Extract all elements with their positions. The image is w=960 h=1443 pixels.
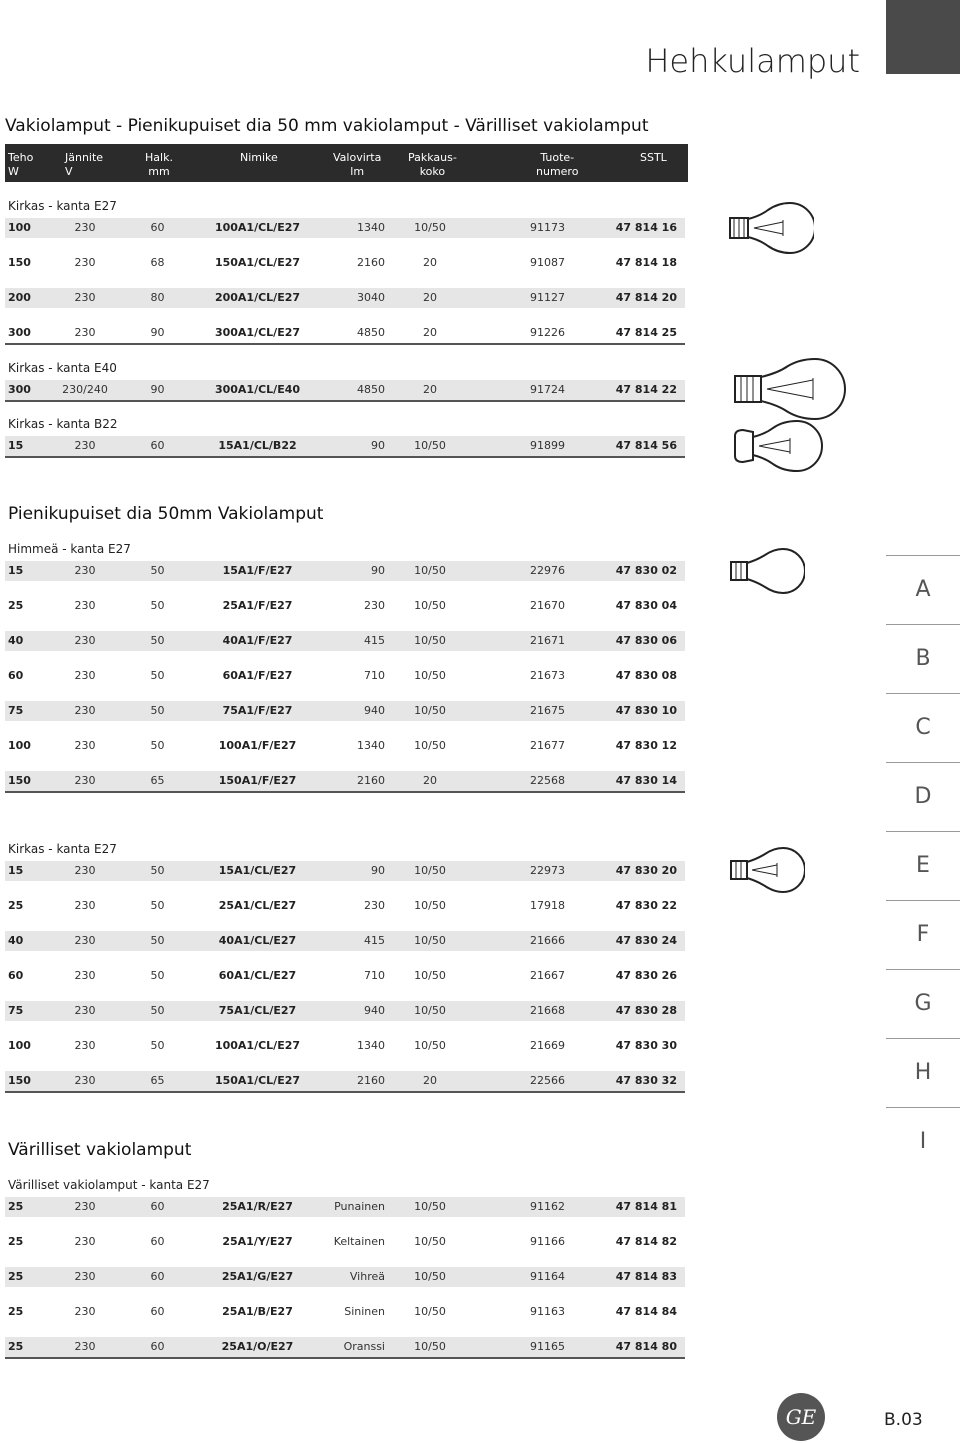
- table-cell: 90: [371, 564, 385, 577]
- table-row: [5, 1001, 685, 1021]
- table-row: [5, 436, 685, 458]
- table-cell: 40: [8, 934, 24, 947]
- table-cell: 25: [8, 1200, 24, 1213]
- table-cell: 40A1/F/E27: [222, 634, 293, 647]
- table-cell: 10/50: [414, 1270, 446, 1283]
- table-cell: 1340: [357, 221, 385, 234]
- table-cell: 60: [150, 1340, 165, 1353]
- table-cell: 91164: [530, 1270, 565, 1283]
- table-cell: 25A1/F/E27: [222, 599, 293, 612]
- table-cell: 47 830 04: [615, 599, 677, 612]
- table-cell: 230: [364, 599, 385, 612]
- table-row: [5, 253, 685, 273]
- table-cell: 25A1/R/E27: [222, 1200, 293, 1213]
- group-label: Kirkas - kanta E40: [8, 361, 117, 375]
- index-tab-letter[interactable]: C: [886, 693, 960, 762]
- table-cell: 40: [8, 634, 24, 647]
- group-label: Värilliset vakiolamput - kanta E27: [8, 1178, 210, 1192]
- table-row: [5, 631, 685, 651]
- table-cell: 47 814 56: [615, 439, 677, 452]
- table-cell: 230: [74, 439, 96, 452]
- table-row: [5, 1302, 685, 1322]
- table-cell: 21675: [530, 704, 565, 717]
- table-row: [5, 1071, 685, 1093]
- table-cell: 21673: [530, 669, 565, 682]
- table-cell: 10/50: [414, 899, 446, 912]
- table-cell: 100: [8, 1039, 31, 1052]
- table-cell: 10/50: [414, 634, 446, 647]
- table-cell: 10/50: [414, 969, 446, 982]
- group-label: Kirkas - kanta E27: [8, 199, 117, 213]
- table-cell: 21669: [530, 1039, 565, 1052]
- table-cell: 710: [364, 969, 385, 982]
- table-cell: 230: [74, 291, 96, 304]
- table-cell: 60: [150, 1305, 165, 1318]
- table-cell: 91724: [530, 383, 565, 396]
- table-cell: 20: [423, 326, 437, 339]
- table-cell: 47 830 30: [615, 1039, 677, 1052]
- table-cell: 10/50: [414, 221, 446, 234]
- table-cell: 415: [364, 634, 385, 647]
- table-cell: 10/50: [414, 934, 446, 947]
- table-cell: 15: [8, 564, 24, 577]
- table-cell: 47 830 22: [615, 899, 677, 912]
- table-cell: 150A1/CL/E27: [214, 256, 301, 269]
- table-cell: 91173: [530, 221, 565, 234]
- clear-bulb-b22-icon: [733, 420, 823, 472]
- table-cell: 25: [8, 1340, 24, 1353]
- main-title: Vakiolamput - Pienikupuiset dia 50 mm vakiolamput - Värilliset vakiolamput: [5, 116, 649, 136]
- table-cell: 91226: [530, 326, 565, 339]
- table-cell: 4850: [357, 383, 385, 396]
- table-cell: 10/50: [414, 439, 446, 452]
- table-cell: 230: [74, 934, 96, 947]
- section-title: Pienikupuiset dia 50mm Vakiolamput: [8, 504, 324, 524]
- table-row: [5, 596, 685, 616]
- table-cell: 40A1/CL/E27: [218, 934, 297, 947]
- table-cell: 47 814 20: [615, 291, 677, 304]
- table-cell: 22973: [530, 864, 565, 877]
- table-cell: 91166: [530, 1235, 565, 1248]
- table-cell: 230: [74, 739, 96, 752]
- table-cell: 150A1/CL/E27: [214, 1074, 301, 1087]
- index-tab-letter[interactable]: F: [886, 900, 960, 969]
- table-cell: 150: [8, 256, 31, 269]
- table-row: [5, 1337, 685, 1359]
- table-cell: 65: [150, 1074, 165, 1087]
- table-cell: 75A1/F/E27: [222, 704, 293, 717]
- index-tab-letter[interactable]: G: [886, 969, 960, 1038]
- table-cell: 25: [8, 1270, 24, 1283]
- index-tab-letter[interactable]: E: [886, 831, 960, 900]
- table-cell: 50: [150, 899, 165, 912]
- table-cell: 230: [74, 1235, 96, 1248]
- table-cell: 47 830 14: [615, 774, 677, 787]
- header-jannite: Jännite V: [65, 151, 104, 178]
- table-cell: Sininen: [344, 1305, 385, 1318]
- table-cell: 3040: [357, 291, 385, 304]
- table-cell: 15: [8, 439, 24, 452]
- table-cell: 100A1/CL/E27: [214, 1039, 301, 1052]
- table-cell: 90: [150, 383, 165, 396]
- table-cell: 2160: [357, 774, 385, 787]
- table-cell: 47 830 08: [615, 669, 677, 682]
- table-row: [5, 288, 685, 308]
- table-cell: 10/50: [414, 1305, 446, 1318]
- table-cell: 230: [74, 969, 96, 982]
- table-cell: 60: [8, 669, 24, 682]
- frosted-bulb-icon: [729, 548, 805, 594]
- table-row: [5, 771, 685, 793]
- table-cell: 50: [150, 969, 165, 982]
- table-cell: 47 830 10: [615, 704, 677, 717]
- table-cell: 230: [74, 774, 96, 787]
- table-cell: 230: [74, 1004, 96, 1017]
- table-cell: 230: [74, 1305, 96, 1318]
- table-row: [5, 561, 685, 581]
- table-cell: 75A1/CL/E27: [218, 1004, 297, 1017]
- table-cell: 25A1/G/E27: [221, 1270, 294, 1283]
- table-cell: 10/50: [414, 1004, 446, 1017]
- table-cell: 25: [8, 899, 24, 912]
- table-cell: 1340: [357, 1039, 385, 1052]
- table-row: [5, 736, 685, 756]
- table-cell: 50: [150, 634, 165, 647]
- table-cell: 47 830 02: [615, 564, 677, 577]
- table-cell: 50: [150, 739, 165, 752]
- table-cell: 47 814 84: [615, 1305, 677, 1318]
- table-row: [5, 1267, 685, 1287]
- header-valovirta: Valovirta lm: [333, 151, 382, 178]
- table-cell: 230: [74, 864, 96, 877]
- table-cell: 50: [150, 1004, 165, 1017]
- table-cell: Keltainen: [333, 1235, 385, 1248]
- ge-logo: GE: [777, 1393, 825, 1441]
- table-cell: 47 830 24: [615, 934, 677, 947]
- table-cell: 21668: [530, 1004, 565, 1017]
- header-teho: Teho W: [8, 151, 34, 178]
- table-cell: 415: [364, 934, 385, 947]
- table-cell: 60: [150, 1200, 165, 1213]
- table-row: [5, 701, 685, 721]
- table-cell: 10/50: [414, 1235, 446, 1248]
- table-cell: 47 814 83: [615, 1270, 677, 1283]
- table-cell: 47 830 12: [615, 739, 677, 752]
- table-cell: 10/50: [414, 739, 446, 752]
- clear-small-bulb-icon: [729, 847, 805, 893]
- table-cell: 47 830 06: [615, 634, 677, 647]
- table-cell: 15A1/CL/E27: [218, 864, 297, 877]
- table-cell: 60: [150, 221, 165, 234]
- table-cell: 21670: [530, 599, 565, 612]
- table-cell: 230: [74, 1270, 96, 1283]
- group-label: Himmeä - kanta E27: [8, 542, 131, 556]
- table-row: [5, 1197, 685, 1217]
- table-cell: 230: [74, 256, 96, 269]
- table-cell: 10/50: [414, 864, 446, 877]
- table-cell: Vihreä: [349, 1270, 385, 1283]
- table-cell: 300A1/CL/E27: [214, 326, 301, 339]
- table-cell: 25A1/CL/E27: [218, 899, 297, 912]
- table-cell: 47 830 32: [615, 1074, 677, 1087]
- table-cell: 10/50: [414, 599, 446, 612]
- table-cell: 15A1/CL/B22: [218, 439, 297, 452]
- table-row: [5, 323, 685, 345]
- table-cell: 60A1/CL/E27: [218, 969, 297, 982]
- table-cell: 65: [150, 774, 165, 787]
- table-cell: 50: [150, 669, 165, 682]
- table-cell: Punainen: [334, 1200, 385, 1213]
- table-cell: 47 814 25: [615, 326, 677, 339]
- clear-bulb-e40-icon: [733, 358, 849, 420]
- table-cell: 91163: [530, 1305, 565, 1318]
- table-cell: 10/50: [414, 669, 446, 682]
- table-cell: 10/50: [414, 704, 446, 717]
- clear-bulb-e27-icon: [728, 202, 814, 254]
- table-cell: 230: [74, 599, 96, 612]
- table-cell: 100: [8, 739, 31, 752]
- index-tab-letter[interactable]: A: [886, 555, 960, 624]
- table-cell: 22976: [530, 564, 565, 577]
- header-halk: Halk. mm: [145, 151, 173, 178]
- header-tuotenumero: Tuote- numero: [536, 151, 579, 178]
- top-bar: [886, 0, 960, 74]
- table-cell: 15A1/F/E27: [222, 564, 293, 577]
- table-cell: 91127: [530, 291, 565, 304]
- table-cell: 20: [423, 774, 437, 787]
- table-cell: 230: [74, 1200, 96, 1213]
- table-cell: 75: [8, 704, 24, 717]
- table-cell: 200A1/CL/E27: [214, 291, 301, 304]
- table-cell: 230: [364, 899, 385, 912]
- table-cell: 68: [150, 256, 165, 269]
- table-cell: 47 830 28: [615, 1004, 677, 1017]
- table-cell: 47 814 81: [615, 1200, 677, 1213]
- table-header: [5, 144, 688, 182]
- table-cell: Oranssi: [343, 1340, 385, 1353]
- table-cell: 10/50: [414, 1200, 446, 1213]
- table-cell: 300: [8, 383, 31, 396]
- table-cell: 91162: [530, 1200, 565, 1213]
- table-cell: 100A1/F/E27: [218, 739, 297, 752]
- table-cell: 60: [150, 1235, 165, 1248]
- table-cell: 150A1/F/E27: [218, 774, 297, 787]
- table-cell: 10/50: [414, 1039, 446, 1052]
- table-cell: 1340: [357, 739, 385, 752]
- table-cell: 710: [364, 669, 385, 682]
- table-cell: 230: [74, 669, 96, 682]
- table-cell: 230/240: [62, 383, 108, 396]
- table-cell: 47 814 80: [615, 1340, 677, 1353]
- table-cell: 200: [8, 291, 31, 304]
- table-cell: 50: [150, 704, 165, 717]
- table-cell: 21677: [530, 739, 565, 752]
- header-pakkauskoko: Pakkaus- koko: [408, 151, 457, 178]
- table-cell: 50: [150, 564, 165, 577]
- table-cell: 940: [364, 704, 385, 717]
- table-cell: 100A1/CL/E27: [214, 221, 301, 234]
- table-cell: 2160: [357, 256, 385, 269]
- table-cell: 230: [74, 1074, 96, 1087]
- table-cell: 4850: [357, 326, 385, 339]
- table-cell: 940: [364, 1004, 385, 1017]
- table-cell: 25A1/Y/E27: [222, 1235, 293, 1248]
- table-cell: 91087: [530, 256, 565, 269]
- table-cell: 60: [8, 969, 24, 982]
- page-title: Hehkulamput: [645, 42, 860, 80]
- group-label: Kirkas - kanta E27: [8, 842, 117, 856]
- table-cell: 15: [8, 864, 24, 877]
- table-cell: 150: [8, 1074, 31, 1087]
- table-cell: 20: [423, 256, 437, 269]
- table-cell: 10/50: [414, 564, 446, 577]
- table-cell: 60A1/F/E27: [222, 669, 293, 682]
- table-cell: 80: [150, 291, 165, 304]
- table-cell: 21666: [530, 934, 565, 947]
- index-tab-letter[interactable]: I: [886, 1107, 960, 1176]
- table-cell: 17918: [530, 899, 565, 912]
- table-cell: 230: [74, 1039, 96, 1052]
- table-cell: 50: [150, 1039, 165, 1052]
- table-cell: 21671: [530, 634, 565, 647]
- table-cell: 90: [150, 326, 165, 339]
- table-cell: 90: [371, 439, 385, 452]
- table-cell: 47 814 82: [615, 1235, 677, 1248]
- table-cell: 22566: [530, 1074, 565, 1087]
- table-cell: 300: [8, 326, 31, 339]
- table-cell: 230: [74, 704, 96, 717]
- table-row: [5, 861, 685, 881]
- table-cell: 60: [150, 439, 165, 452]
- table-row: [5, 931, 685, 951]
- group-label: Kirkas - kanta B22: [8, 417, 118, 431]
- table-cell: 230: [74, 899, 96, 912]
- table-cell: 2160: [357, 1074, 385, 1087]
- table-cell: 20: [423, 383, 437, 396]
- table-row: [5, 1232, 685, 1252]
- table-cell: 91165: [530, 1340, 565, 1353]
- table-row: [5, 218, 685, 238]
- table-cell: 22568: [530, 774, 565, 787]
- table-cell: 300A1/CL/E40: [214, 383, 301, 396]
- index-tab-letter[interactable]: D: [886, 762, 960, 831]
- table-row: [5, 966, 685, 986]
- table-cell: 50: [150, 864, 165, 877]
- table-cell: 10/50: [414, 1340, 446, 1353]
- table-cell: 25: [8, 1305, 24, 1318]
- table-cell: 60: [150, 1270, 165, 1283]
- table-cell: 230: [74, 564, 96, 577]
- header-nimike: Nimike: [240, 151, 278, 164]
- index-tab-letter[interactable]: B: [886, 624, 960, 693]
- table-cell: 90: [371, 864, 385, 877]
- table-cell: 150: [8, 774, 31, 787]
- table-cell: 47 814 18: [615, 256, 677, 269]
- table-cell: 230: [74, 326, 96, 339]
- table-cell: 20: [423, 1074, 437, 1087]
- table-row: [5, 1036, 685, 1056]
- header-sstl: SSTL: [640, 151, 667, 164]
- table-cell: 20: [423, 291, 437, 304]
- table-row: [5, 380, 685, 402]
- table-cell: 21667: [530, 969, 565, 982]
- table-cell: 47 830 20: [615, 864, 677, 877]
- section-title: Värilliset vakiolamput: [8, 1140, 192, 1160]
- table-row: [5, 666, 685, 686]
- table-cell: 47 830 26: [615, 969, 677, 982]
- table-cell: 47 814 22: [615, 383, 677, 396]
- table-cell: 25: [8, 1235, 24, 1248]
- table-cell: 100: [8, 221, 31, 234]
- table-cell: 230: [74, 634, 96, 647]
- table-cell: 25: [8, 599, 24, 612]
- table-cell: 230: [74, 1340, 96, 1353]
- table-cell: 47 814 16: [615, 221, 677, 234]
- table-row: [5, 896, 685, 916]
- table-cell: 91899: [530, 439, 565, 452]
- page-number: B.03: [884, 1410, 923, 1430]
- table-cell: 75: [8, 1004, 24, 1017]
- table-cell: 25A1/B/E27: [222, 1305, 293, 1318]
- table-cell: 230: [74, 221, 96, 234]
- index-tab-letter[interactable]: H: [886, 1038, 960, 1107]
- table-cell: 25A1/O/E27: [221, 1340, 294, 1353]
- table-cell: 50: [150, 599, 165, 612]
- table-cell: 50: [150, 934, 165, 947]
